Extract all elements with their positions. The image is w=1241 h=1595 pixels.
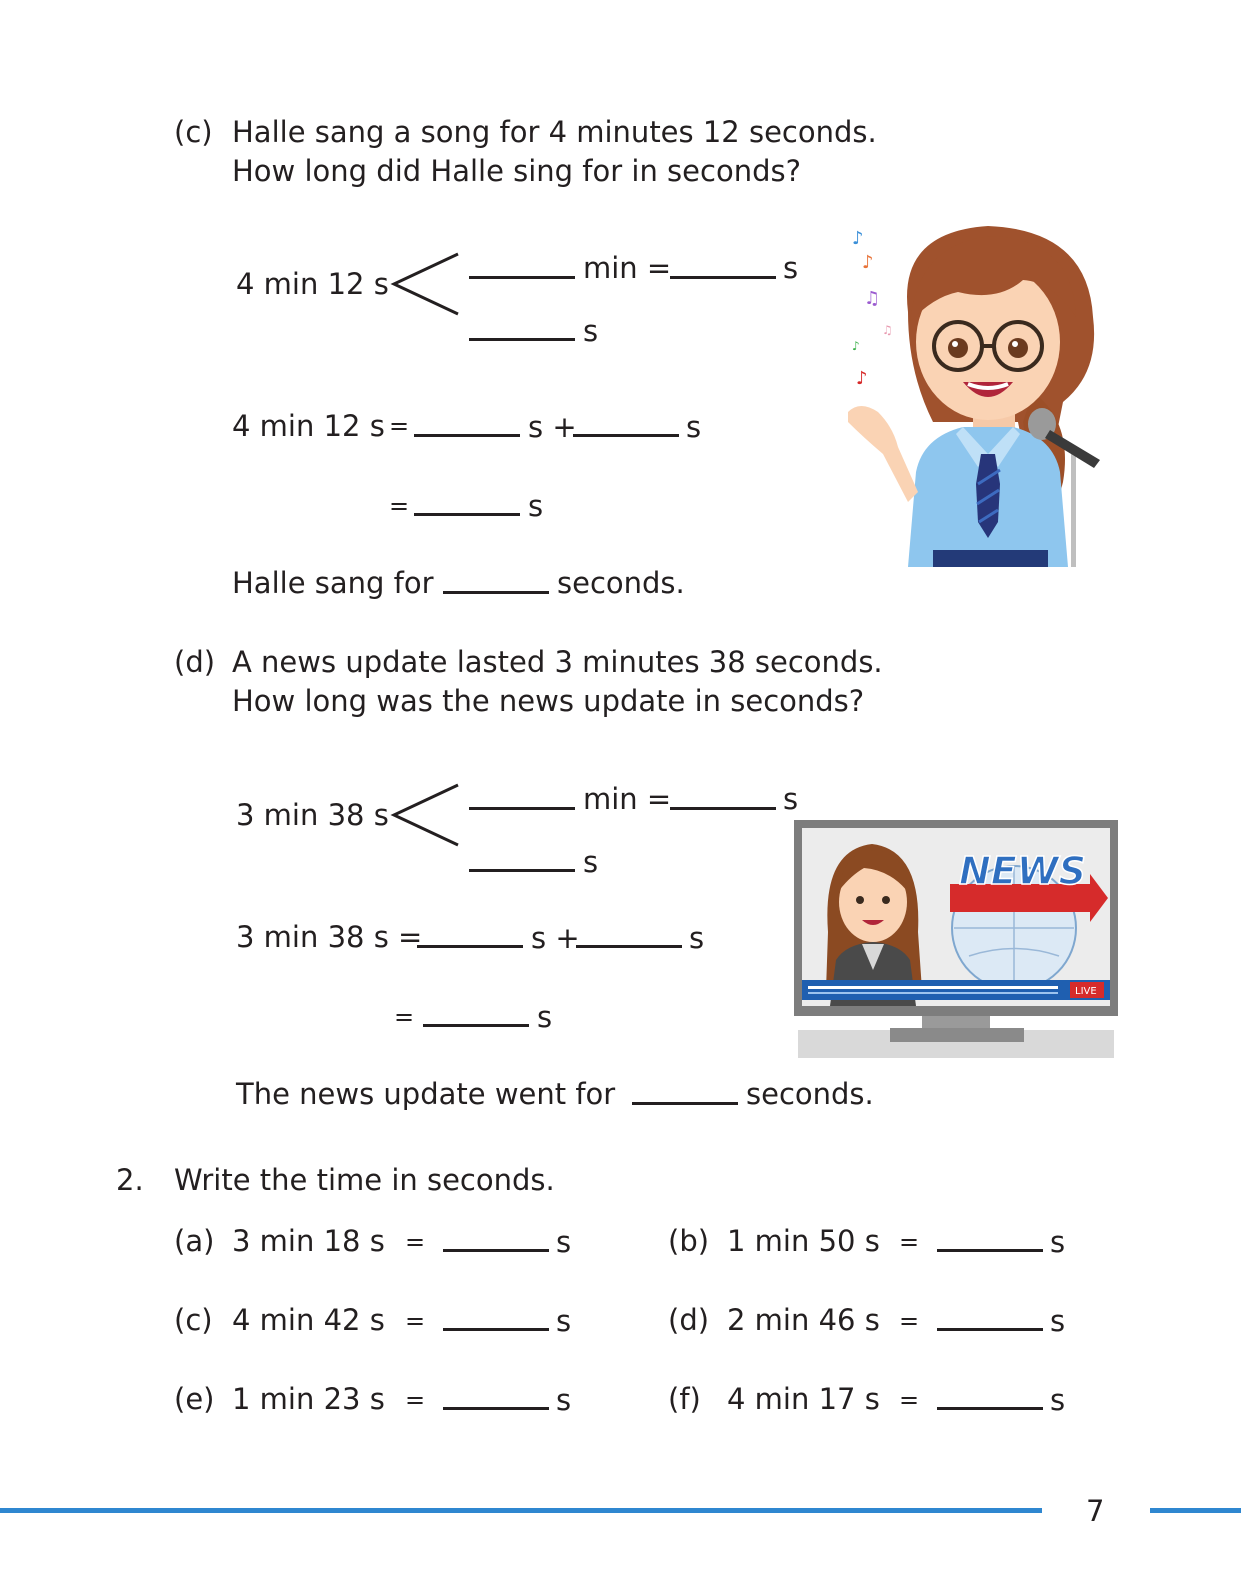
- q2-instruction: Write the time in seconds.: [174, 1163, 555, 1197]
- q1d-total-blank[interactable]: [423, 1024, 529, 1027]
- svg-text:♪: ♪: [862, 252, 874, 273]
- svg-text:♪: ♪: [856, 368, 868, 389]
- q1d-eq-lhs: 3 min 38 s =: [236, 920, 423, 954]
- q2-unit: s: [556, 1225, 572, 1259]
- singer-illustration: [838, 222, 1113, 567]
- q1d-s-unit-1: s: [783, 782, 799, 816]
- news-logo-text: NEWS: [959, 849, 1087, 893]
- q1d-min-seconds-blank[interactable]: [670, 807, 776, 810]
- q1d-s-unit-3: s: [689, 921, 705, 955]
- q2-answer-blank-a[interactable]: [443, 1249, 549, 1252]
- svg-text:♫: ♫: [864, 288, 881, 309]
- q1c-eq-lhs: 4 min 12 s: [232, 409, 385, 443]
- q2-answer-blank-d[interactable]: [937, 1328, 1043, 1331]
- q2-item-time: 2 min 46 s: [727, 1303, 880, 1337]
- q1c-question-line1: Halle sang a song for 4 minutes 12 seconds.: [232, 115, 877, 149]
- q2-unit: s: [1050, 1225, 1066, 1259]
- q1c-s-unit-2: s: [583, 314, 599, 348]
- q1d-eq-sign-2: =: [394, 1003, 415, 1031]
- q2-item-time: 3 min 18 s: [232, 1224, 385, 1258]
- q1c-minutes-blank[interactable]: [469, 276, 575, 279]
- footer-rule-right: [1150, 1508, 1241, 1513]
- q1c-addend2-blank[interactable]: [573, 434, 679, 437]
- q2-item-label: (a): [174, 1224, 215, 1258]
- q1c-total-blank[interactable]: [414, 513, 520, 516]
- q2-answer-blank-e[interactable]: [443, 1407, 549, 1410]
- q2-item-time: 1 min 23 s: [232, 1382, 385, 1416]
- q1c-min-seconds-blank[interactable]: [670, 276, 776, 279]
- q2-item-time: 4 min 42 s: [232, 1303, 385, 1337]
- q1c-eq-sign-2: =: [389, 492, 410, 520]
- q2-unit: s: [556, 1383, 572, 1417]
- q2-item-label: (e): [174, 1382, 215, 1416]
- q1d-question-line1: A news update lasted 3 minutes 38 seconds.: [232, 645, 883, 679]
- live-badge-text: LIVE: [1075, 986, 1097, 997]
- q2-number: 2.: [116, 1163, 144, 1197]
- q1d-answer-blank[interactable]: [632, 1102, 738, 1105]
- q1c-s-unit-4: s: [528, 489, 544, 523]
- q2-item-label: (f): [668, 1382, 701, 1416]
- page-number: 7: [1086, 1494, 1105, 1528]
- q2-item-time: 4 min 17 s: [727, 1382, 880, 1416]
- q1d-min-unit: min =: [583, 782, 672, 816]
- q2-eq-sign: =: [899, 1307, 920, 1335]
- q1d-label: (d): [174, 645, 216, 679]
- q2-unit: s: [1050, 1304, 1066, 1338]
- q2-eq-sign: =: [899, 1386, 920, 1414]
- q2-item-label: (b): [668, 1224, 710, 1258]
- q2-answer-blank-f[interactable]: [937, 1407, 1043, 1410]
- q1d-s-unit-2: s: [583, 845, 599, 879]
- q1d-branch-arrow: [388, 779, 464, 851]
- q1c-s-unit-1: s: [783, 251, 799, 285]
- q1d-minutes-blank[interactable]: [469, 807, 575, 810]
- q2-answer-blank-c[interactable]: [443, 1328, 549, 1331]
- q1c-seconds-blank[interactable]: [469, 338, 575, 341]
- q1d-answer-prefix: The news update went for: [236, 1077, 616, 1111]
- q1d-question-line2: How long was the news update in seconds?: [232, 684, 865, 718]
- q1d-plus-s: s +: [531, 921, 580, 955]
- q1c-s-unit-3: s: [686, 410, 702, 444]
- news-tv-illustration: [794, 820, 1118, 1058]
- q2-item-label: (c): [174, 1303, 213, 1337]
- svg-text:♪: ♪: [852, 228, 864, 249]
- q1d-answer-suffix: seconds.: [746, 1077, 874, 1111]
- q1c-branch-arrow: [388, 248, 464, 320]
- q1d-s-unit-4: s: [537, 1000, 553, 1034]
- footer-rule-left: [0, 1508, 1042, 1513]
- q2-unit: s: [1050, 1383, 1066, 1417]
- music-notes-icon: [852, 228, 893, 389]
- q1c-addend1-blank[interactable]: [414, 434, 520, 437]
- q2-item-label: (d): [668, 1303, 710, 1337]
- svg-text:♪: ♪: [852, 339, 860, 353]
- q2-unit: s: [556, 1304, 572, 1338]
- q1d-seconds-blank[interactable]: [469, 869, 575, 872]
- q2-eq-sign: =: [405, 1386, 426, 1414]
- q1c-question-line2: How long did Halle sing for in seconds?: [232, 154, 801, 188]
- q1c-answer-blank[interactable]: [443, 591, 549, 594]
- q2-eq-sign: =: [405, 1307, 426, 1335]
- q1c-label: (c): [174, 115, 213, 149]
- q2-item-time: 1 min 50 s: [727, 1224, 880, 1258]
- q2-answer-blank-b[interactable]: [937, 1249, 1043, 1252]
- q2-eq-sign: =: [405, 1228, 426, 1256]
- q1c-eq-sign-1: =: [389, 412, 410, 440]
- q1c-tree-start: 4 min 12 s: [236, 267, 389, 301]
- q1c-plus-s: s +: [528, 410, 577, 444]
- q1d-tree-start: 3 min 38 s: [236, 798, 389, 832]
- q1c-answer-prefix: Halle sang for: [232, 566, 434, 600]
- svg-text:♫: ♫: [882, 323, 893, 337]
- q1c-min-unit: min =: [583, 251, 672, 285]
- q1c-answer-suffix: seconds.: [557, 566, 685, 600]
- q2-eq-sign: =: [899, 1228, 920, 1256]
- q1d-addend2-blank[interactable]: [576, 945, 682, 948]
- q1d-addend1-blank[interactable]: [417, 945, 523, 948]
